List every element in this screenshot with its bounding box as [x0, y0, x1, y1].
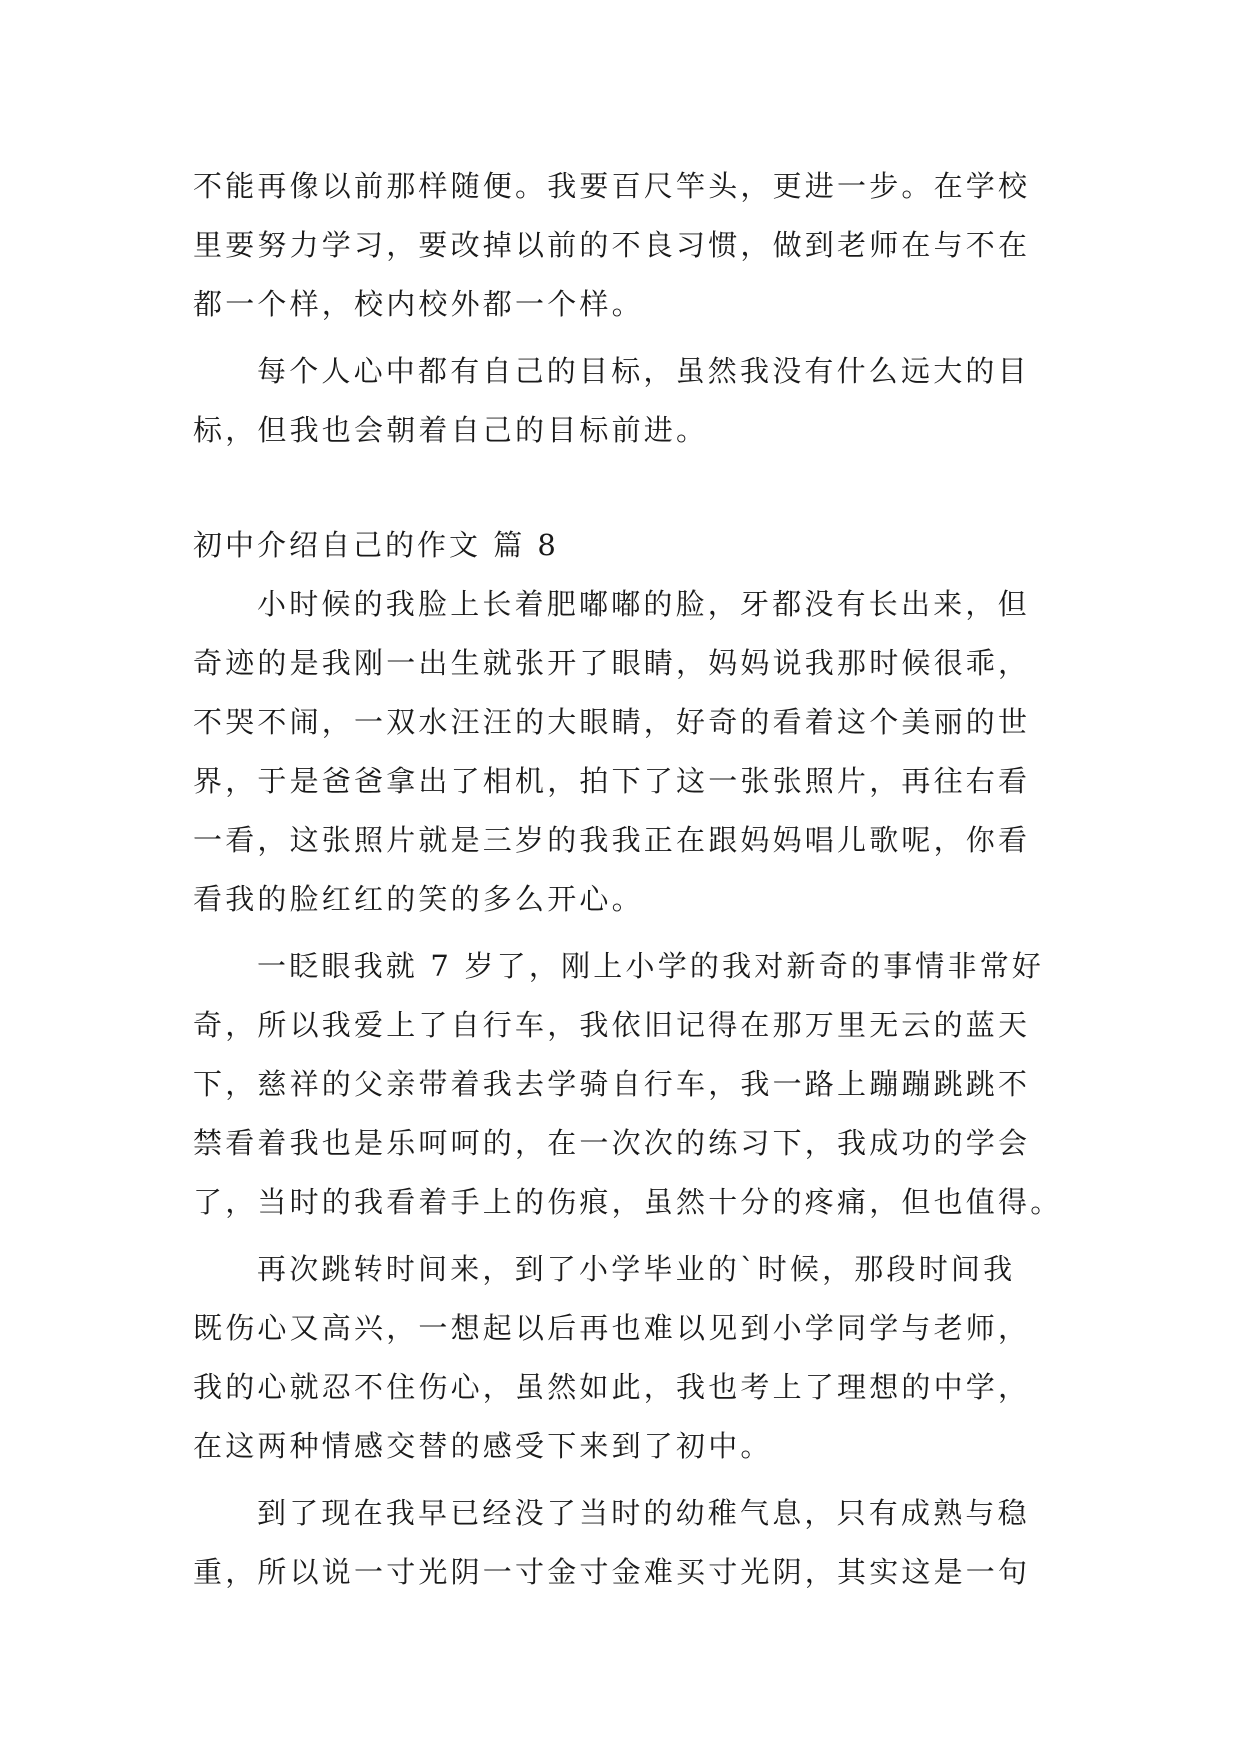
text-line: 奇迹的是我刚一出生就张开了眼睛，妈妈说我那时候很乖， [193, 646, 1031, 680]
text-line: 既伤心又高兴，一想起以后再也难以见到小学同学与老师， [193, 1311, 1031, 1345]
text-line: 一眨眼我就 7 岁了，刚上小学的我对新奇的事情非常好 [257, 949, 1045, 983]
text-line: 看我的脸红红的笑的多么开心。 [193, 882, 644, 916]
text-line: 再次跳转时间来，到了小学毕业的`时候，那段时间我 [257, 1252, 1016, 1286]
paragraph [193, 575, 1057, 929]
document-body [193, 157, 1063, 1602]
section-heading: 初中介绍自己的作文 篇 8 [193, 528, 559, 562]
paragraph [193, 1484, 1057, 1602]
text-line: 不哭不闹，一双水汪汪的大眼睛，好奇的看着这个美丽的世 [193, 705, 1031, 739]
text-line: 下，慈祥的父亲带着我去学骑自行车，我一路上蹦蹦跳跳不 [193, 1067, 1031, 1101]
text-line: 一看，这张照片就是三岁的我我正在跟妈妈唱儿歌呢，你看 [193, 823, 1031, 857]
text-line: 在这两种情感交替的感受下来到了初中。 [193, 1429, 773, 1463]
text-line: 我的心就忍不住伤心，虽然如此，我也考上了理想的中学， [193, 1370, 1031, 1404]
text-line: 不能再像以前那样随便。我要百尺竿头，更进一步。在学校 [193, 169, 1031, 203]
text-line: 到了现在我早已经没了当时的幼稚气息，只有成熟与稳 [257, 1496, 1030, 1530]
paragraph [193, 1240, 1057, 1476]
text-line: 禁看着我也是乐呵呵的，在一次次的练习下，我成功的学会 [193, 1126, 1031, 1160]
text-line: 重，所以说一寸光阴一寸金寸金难买寸光阴，其实这是一句 [193, 1555, 1031, 1589]
text-line: 奇，所以我爱上了自行车，我依旧记得在那万里无云的蓝天 [193, 1008, 1031, 1042]
text-line: 里要努力学习，要改掉以前的不良习惯，做到老师在与不在 [193, 228, 1031, 262]
paragraph [193, 157, 1057, 334]
text-line: 小时候的我脸上长着肥嘟嘟的脸，牙都没有长出来，但 [257, 587, 1030, 621]
text-line: 标，但我也会朝着自己的目标前进。 [193, 413, 709, 447]
text-line: 都一个样，校内校外都一个样。 [193, 287, 644, 321]
text-line: 了，当时的我看着手上的伤痕，虽然十分的疼痛，但也值得。 [193, 1185, 1063, 1219]
text-line: 每个人心中都有自己的目标，虽然我没有什么远大的目 [257, 354, 1030, 388]
text-line: 界，于是爸爸拿出了相机，拍下了这一张张照片，再往右看 [193, 764, 1031, 798]
paragraph [193, 342, 1057, 460]
paragraph [193, 937, 1063, 1232]
